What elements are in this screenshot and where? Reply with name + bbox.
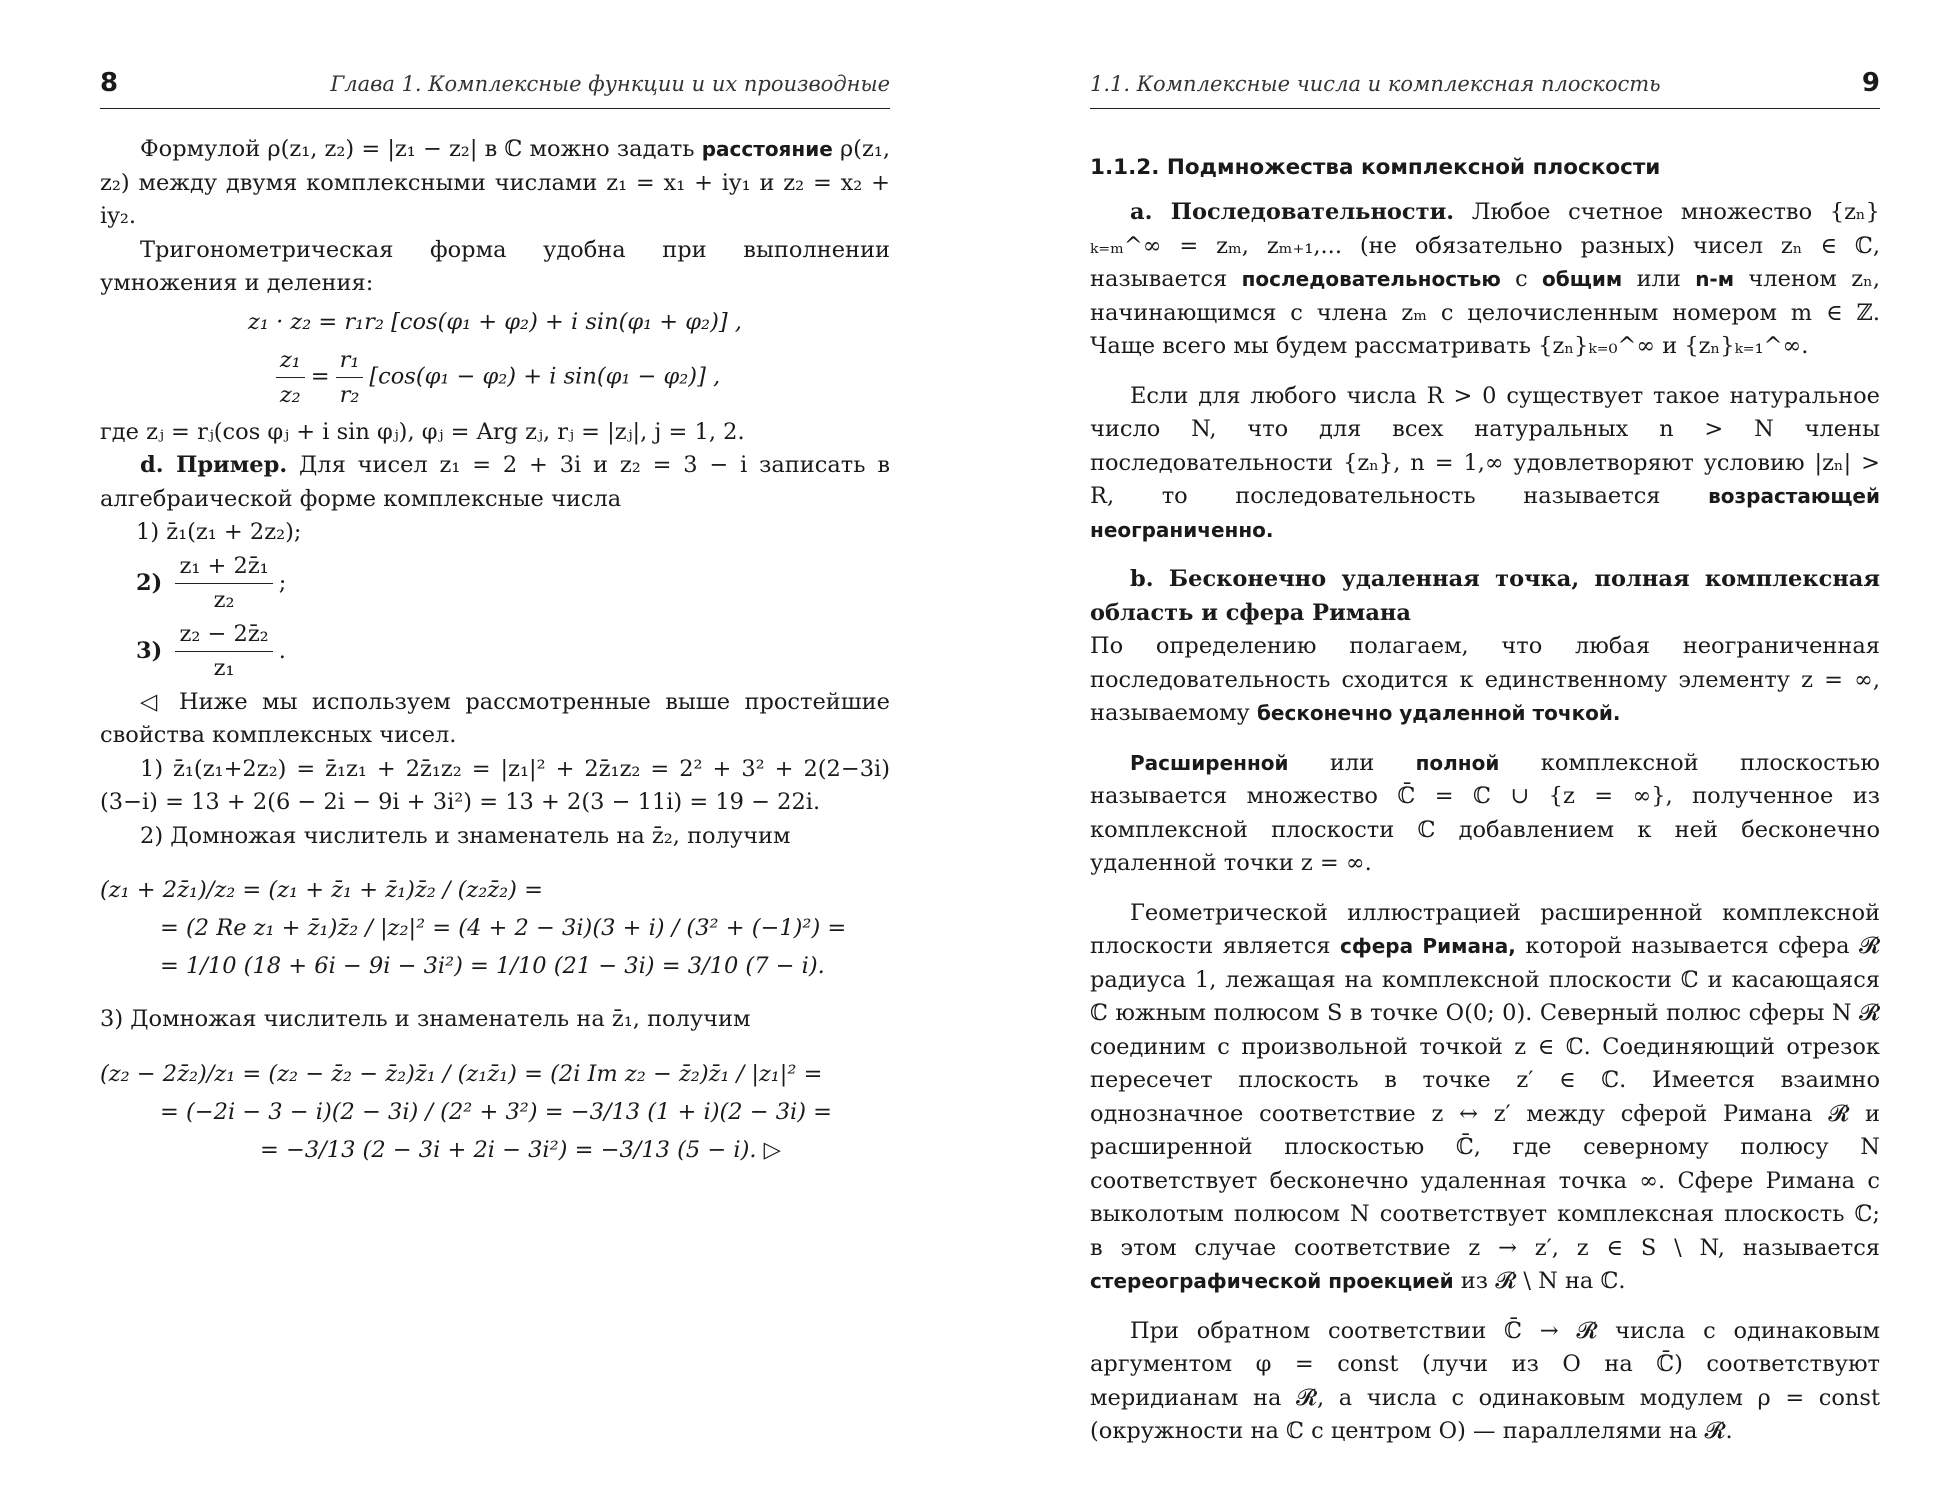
right-running-header [1090,68,1880,109]
example-paragraph [100,449,890,516]
task-2-fraction: $\frac{\text{z₁ + 2z̄₁}}{\text{z₂}}$ [175,550,272,618]
term-sequence: последовательностью [1241,267,1501,291]
term-full: полной [1415,750,1500,775]
solution-2-intro: 2) Домножая числитель и знаменатель на z̄₂, получим [140,822,791,849]
sequences-paragraph: a. Последовательности. Любое счетное множество {zₙ}ₖ₌ₘ^∞ = zₘ, zₘ₊₁,... (не обязательно разных) чисел zₙ ∈ ℂ, называется последовательностью с общим или n-м членом zₙ, начинающимся с члена zₘ с целочисленным номером m ∈ ℤ. Чаще всего мы будем рассматривать {zₙ}ₖ₌₀^∞ и {zₙ}ₖ₌₁^∞. [1090,199,1880,359]
where-line: где zⱼ = rⱼ(cos φⱼ + i sin φⱼ), φⱼ = Arg zⱼ, rⱼ = |zⱼ|, j = 1, 2. [100,418,745,445]
solution-3-line-2: = (−2i − 3 − i)(2 − 3i) / (2² + 3²) = −3/13 (1 + i)(2 − 3i) = [160,1098,833,1125]
section-title: 1.1.2. Подмножества комплексной плоскости [1090,155,1661,180]
subsection-b-title: b. Бесконечно удаленная точка, полная комплексная область и сфера Римана [1090,566,1880,626]
left-running-title: Глава 1. Комплексные функции и их производные [330,72,890,96]
example-label: d. Пример. [140,452,288,478]
right-running-title: 1.1. Комплексные числа и комплексная плоскость [1090,72,1661,96]
inverse-correspondence-paragraph: При обратном соответствии ℂ̄ → 𝓡 числа с одинаковым аргументом φ = const (лучи из O на ℂ̄) соответствуют меридианам на 𝓡, а числа с одинаковым модулем ρ = const (окружности на ℂ с центром O) — параллелями на 𝓡. [1090,1317,1880,1444]
distance-text-1: Формулой ρ(z₁, z₂) = |z₁ − z₂| в ℂ можно задать [140,136,695,162]
task-3: 3) $\frac{\text{z₂ − 2z̄₂}}{\text{z₁}}$ . [100,618,890,686]
right-page-number: 9 [1861,68,1880,98]
eq-division: $\frac{\text{z₁}}{\text{z₂}}$ = $\frac{\text{r₁}}{\text{r₂}}$ [cos(φ₁ − φ₂) + i sin(φ₁ − φ₂)] , [100,343,890,412]
riemann-sphere-paragraph: Геометрической иллюстрацией расширенной комплексной плоскости является сфера Римана, которой называется сфера 𝓡 радиуса 1, лежащая на комплексной плоскости ℂ и касающаяся ℂ южным полюсом S в точке O(0; 0). Северный полюс сферы N 𝓡 соединим с произвольной точкой z ∈ ℂ. Соединяющий отрезок пересечет плоскость в точке z′ ∈ ℂ. Имеется взаимно однозначное соответствие z ↔ z′ между сферой Римана 𝓡 и расширенной плоскостью ℂ̄, где северному полюсу N соответствует бесконечно удаленная точка ∞. Сфере Римана с выколотым полюсом N соответствует комплексная плоскость ℂ; в этом случае соответствие z → z′, z ∈ S \ N, называется стереографической проекцией из 𝓡 \ N на ℂ. [1090,899,1881,1294]
left-page [100,0,890,1492]
term-unbounded: возрастающей неограниченно. [1090,484,1881,542]
trig-paragraph: Тригонометрическая форма удобна при выполнении умножения и деления: [100,236,890,296]
term-infinity-point: бесконечно удаленной точкой. [1256,701,1621,725]
solution-intro: ◁ Ниже мы используем рассмотренные выше простейшие свойства комплексных чисел. [100,688,890,748]
solution-2-line-1: (z₁ + 2z̄₁)/z₂ = (z₁ + z̄₁ + z̄₁)z̄₂ / (z₂z̄₂) = [100,877,543,903]
eq-div-frac-z: $\frac{\text{z₁}}{\text{z₂}}$ [276,343,305,412]
term-nth: n-м [1695,267,1735,291]
task-2: 2) $\frac{\text{z₁ + 2z̄₁}}{\text{z₂}}$ ; [100,550,890,618]
task-1: 1) z̄₁(z₁ + 2z₂); [136,519,302,545]
eq-multiplication: z₁ · z₂ = r₁r₂ [cos(φ₁ + φ₂) + i sin(φ₁ + φ₂)] , [248,308,742,335]
left-page-number: 8 [100,68,119,98]
task-3-fraction: $\frac{\text{z₂ − 2z̄₂}}{\text{z₁}}$ [175,618,272,686]
infinity-paragraph: По определению полагаем, что любая неограниченная последовательность сходится к единственному элементу z = ∞, называемому бесконечно удаленной точкой. [1090,633,1880,726]
right-page [1090,0,1880,1492]
eq-div-frac-r: $\frac{\text{r₁}}{\text{r₂}}$ [336,343,364,412]
solution-2-line-3: = 1/10 (18 + 6i − 9i − 3i²) = 1/10 (21 − 3i) = 3/10 (7 − i). [160,953,825,979]
sequences-label: a. Последовательности. [1130,199,1455,225]
left-running-header [100,68,890,109]
extended-plane-paragraph: Расширенной или полной комплексной плоскостью называется множество ℂ̄ = ℂ ∪ {z = ∞}, полученное из комплексной плоскости ℂ добавлением к ней бесконечно удаленной точки z = ∞. [1090,749,1880,876]
example-text: Для чисел z₁ = 2 + 3i и z₂ = 3 − i записать в алгебраической форме комплексные числа [100,452,890,512]
eq-div-rest: [cos(φ₁ − φ₂) + i sin(φ₁ − φ₂)] , [369,363,721,389]
distance-paragraph [100,133,890,234]
solution-3-intro: 3) Домножая числитель и знаменатель на z̄₁, получим [100,1006,751,1032]
term-extended: Расширенной [1130,750,1289,775]
solution-2-line-2: = (2 Re z₁ + z̄₁)z̄₂ / |z₂|² = (4 + 2 − 3i)(3 + i) / (3² + (−1)²) = [160,915,847,941]
term-riemann-sphere: сфера Римана, [1340,934,1516,958]
term-stereographic: стереографической проекцией [1090,1269,1454,1293]
term-general: общим [1542,267,1623,291]
distance-text-2: ρ(z₁, z₂) между двумя комплексными числами z₁ = x₁ + iy₁ и z₂ = x₂ + iy₂. [100,136,890,229]
solution-3-line-1: (z₂ − 2z̄₂)/z₁ = (z₂ − z̄₂ − z̄₂)z̄₁ / (z₁z̄₁) = (2i Im z₂ − z̄₂)z̄₁ / |z₁|² = [100,1060,823,1087]
right-page-body [1090,109,1880,1449]
distance-term: расстояние [701,137,833,161]
unbounded-paragraph: Если для любого числа R > 0 существует такое натуральное число N, что для всех натуральных n > N члены последовательности {zₙ}, n = 1,∞ удовлетворяют условию |zₙ| > R, то последовательность называется возрастающей неограниченно. [1090,382,1881,542]
left-page-body [100,109,890,1167]
solution-3-line-3: = −3/13 (2 − 3i + 2i − 3i²) = −3/13 (5 − i). ▷ [260,1136,781,1163]
solution-1: 1) z̄₁(z₁+2z₂) = z̄₁z₁ + 2z̄₁z₂ = |z₁|² + 2z̄₁z₂ = 2² + 3² + 2(2−3i)(3−i) = 13 + 2(6 − 2i − 9i + 3i²) = 13 + 2(3 − 11i) = 19 − 22i. [100,755,890,815]
